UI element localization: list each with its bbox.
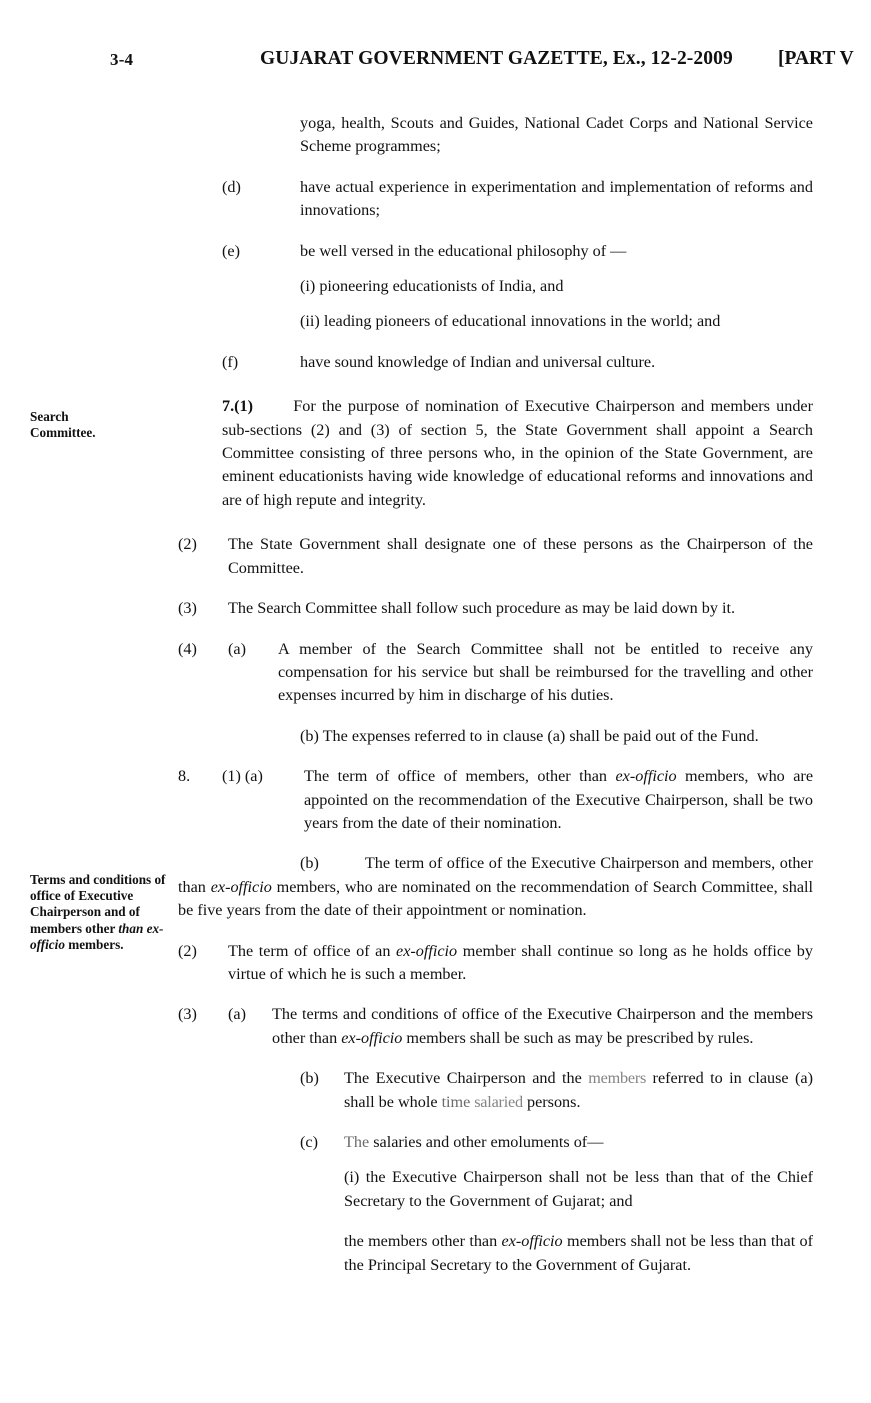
ex-officio-emphasis: ex-officio bbox=[501, 1232, 563, 1251]
section-8-subsection-3 bbox=[178, 1003, 813, 1050]
running-head-title: GUJARAT GOVERNMENT GAZETTE, Ex., 12-2-2009 bbox=[260, 48, 733, 69]
section-8-subsection-3-clause-c-text: The salaries and other emoluments of— bbox=[344, 1133, 604, 1151]
shoulder-note-terms-text: Terms and conditions of office of Executive Chairperson and of members other than ex-officio members. bbox=[30, 872, 166, 952]
ex-officio-emphasis: than ex-officio bbox=[30, 920, 164, 952]
section-8-subsection-1-clause-b-marker: (b) bbox=[300, 854, 319, 873]
section-8-subsection-1-clause-b-text: The term of office of the Executive Chairperson and members, other than ex-officio members, who are nominated on the recommendation of Search Committee, shall be five years from the date of their appointment or nomination. bbox=[178, 854, 814, 920]
section-8-subsection-1-clause-b bbox=[178, 852, 813, 922]
clause-e-marker: (e) bbox=[222, 241, 240, 260]
section-8-subsection-3-clause-c-item-ii: the members other than ex-officio members shall not be less than that of the Principal Secretary to the Government of Gujarat. bbox=[344, 1232, 813, 1274]
clause-e-text: be well versed in the educational philosophy of — bbox=[300, 241, 627, 260]
section-7-subsection-4-clause-a bbox=[228, 638, 813, 708]
degraded-text-members: members bbox=[588, 1069, 647, 1088]
clause-c-continuation: yoga, health, Scouts and Guides, National Cadet Corps and National Service Scheme programmes; bbox=[300, 114, 813, 156]
section-7-subsection-2-text: The State Government shall designate one of these persons as the Chairperson of the Committee. bbox=[228, 535, 813, 577]
page-folio: 3-4 bbox=[110, 50, 134, 69]
section-7-subsection-4-marker: (4) bbox=[178, 639, 197, 658]
section-8-subsection-3-clause-a-text: The terms and conditions of office of the Executive Chairperson and the members other than ex-officio members shall be such as may be prescribed by rules. bbox=[272, 1005, 813, 1047]
clause-d-marker: (d) bbox=[222, 177, 241, 196]
running-head bbox=[0, 46, 871, 80]
section-7-number: 7.(1) bbox=[222, 397, 254, 416]
section-7-subsection-1-text: For the purpose of nomination of Executive Chairperson and members under sub-sections (2) and (3) of section 5, the State Government shall appoint a Search Committee consisting of three persons who, in the opinion of the State Government, are eminent educationists having wide knowledge of educational reforms and innovations and are of high repute and integrity. bbox=[222, 397, 814, 509]
shoulder-note-search-committee-line1: Search bbox=[30, 409, 69, 424]
section-8-subsection-3-clause-b-text: The Executive Chairperson and the members referred to in clause (a) shall be whole time salaried persons. bbox=[344, 1069, 813, 1111]
clause-f-text: have sound knowledge of Indian and universal culture. bbox=[300, 352, 656, 371]
section-7-subsection-2-marker: (2) bbox=[178, 535, 197, 554]
section-7-subsection-1 bbox=[222, 395, 813, 512]
section-8-subsection-1-clause-a-text: The term of office of members, other than ex-officio members, who are appointed on the recommendation of the Executive Chairperson, shall be two years from the date of their nomination. bbox=[304, 767, 813, 832]
clause-e-item-ii: (ii) leading pioneers of educational innovations in the world; and bbox=[300, 312, 721, 331]
section-8-subsection-3-clause-a-marker: (a) bbox=[228, 1005, 246, 1024]
section-7-subsection-4-clause-b: (b) The expenses referred to in clause (a) shall be paid out of the Fund. bbox=[300, 726, 759, 745]
clause-e-item-i: (i) pioneering educationists of India, and bbox=[300, 277, 564, 296]
section-8-number: 8. bbox=[178, 767, 191, 786]
section-8-subsection-1-clause-a bbox=[178, 765, 813, 835]
ex-officio-emphasis: ex-officio bbox=[396, 941, 458, 960]
section-7-subsection-2 bbox=[178, 533, 813, 580]
document-body bbox=[0, 112, 871, 1277]
clause-f bbox=[222, 351, 813, 374]
degraded-text-the: The bbox=[344, 1133, 370, 1151]
ex-officio-emphasis: ex-officio bbox=[615, 767, 677, 786]
ex-officio-emphasis: ex-officio bbox=[210, 877, 272, 896]
section-7-subsection-4-clause-a-text: A member of the Search Committee shall not be entitled to receive any compensation for his service but shall be reimbursed for the travelling and other expenses incurred by him in discharge of his duties. bbox=[278, 639, 813, 705]
section-8-subsection-2-text: The term of office of an ex-officio member shall continue so long as he holds office by virtue of which he is such a member. bbox=[228, 941, 813, 983]
section-7-subsection-3 bbox=[178, 597, 813, 620]
section-7-subsection-3-text: The Search Committee shall follow such procedure as may be laid down by it. bbox=[228, 599, 736, 618]
section-8-subsection-3-clause-b-marker: (b) bbox=[300, 1069, 319, 1088]
section-8-subsection-3-marker: (3) bbox=[178, 1005, 197, 1024]
section-8-subsection-3-clause-c bbox=[300, 1131, 813, 1154]
clause-f-marker: (f) bbox=[222, 352, 239, 371]
section-7-subsection-3-marker: (3) bbox=[178, 599, 197, 618]
section-7-subsection-4-clause-a-marker: (a) bbox=[228, 639, 246, 658]
running-head-part: [PART V bbox=[778, 48, 854, 69]
clause-e bbox=[222, 240, 813, 263]
degraded-text-salaried: salaried bbox=[470, 1092, 523, 1111]
ex-officio-emphasis: ex-officio bbox=[341, 1028, 403, 1047]
section-8-subsection-1-clause-a-marker: (1) (a) bbox=[222, 767, 263, 786]
shoulder-note-search-committee-line2: Committee. bbox=[30, 425, 96, 441]
section-8-subsection-2 bbox=[178, 940, 813, 987]
section-8-subsection-2-marker: (2) bbox=[178, 941, 197, 960]
section-7-subsection-4 bbox=[178, 638, 813, 708]
section-8-subsection-3-clause-c-item-i: (i) the Executive Chairperson shall not be less than that of the Chief Secretary to the Government of Gujarat; and bbox=[344, 1168, 813, 1210]
section-8-subsection-3-clause-b bbox=[300, 1067, 813, 1114]
clause-d-text: have actual experience in experimentation and implementation of reforms and innovations; bbox=[300, 177, 813, 220]
degraded-text-time: time bbox=[441, 1092, 471, 1111]
section-8-subsection-3-clause-a bbox=[228, 1003, 813, 1050]
section-8-subsection-3-clause-c-marker: (c) bbox=[300, 1133, 318, 1151]
section-8-subsection-1-clause-a-body bbox=[222, 765, 813, 835]
clause-d bbox=[222, 176, 813, 223]
